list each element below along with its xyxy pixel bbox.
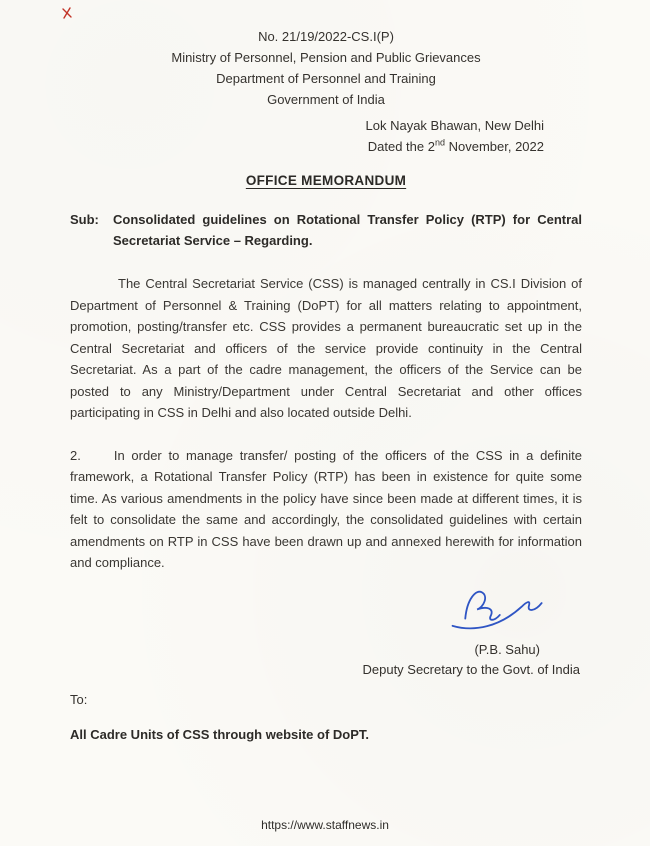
addressee-line: All Cadre Units of CSS through website of DoPT. [70, 726, 370, 742]
body-paragraph-1: The Central Secretariat Service (CSS) is managed centrally in CS.I Division of Department of Personnel & Training (DoPT) for all matters relating to appointment, promotion, posting/transfer etc. CSS provides a permanent bureaucratic set up in the Central Secretariat and officers of the service provide continuity in the Central Secretariat. As a part of the cadre management, the officers of the Service can be posted to any Ministry/Department under Central Secretariat and other offices participating in CSS in Delhi and also located outside Delhi. [70, 276, 582, 420]
subject-label: Sub: [70, 212, 99, 227]
signatory-designation: Deputy Secretary to the Govt. of India [362, 661, 580, 677]
to-label: To: [70, 691, 88, 707]
date-ordinal-superscript: nd [434, 137, 445, 148]
department-line: Department of Personnel and Training [216, 71, 436, 86]
government-line: Government of India [267, 92, 385, 107]
reference-number: No. 21/19/2022-CS.I(P) [258, 29, 394, 44]
document-title: OFFICE MEMORANDUM [245, 173, 407, 188]
paragraph-2-text: In order to manage transfer/ posting of the officers of the CSS in a definite framework, a Rotational Transfer Policy (RTP) has been in existence for quite some time. As various amendments in the policy have since been made at different times, it is felt to consolidate the same and accordingly, the consolidated guidelines with certain amendments on RTP in CSS have been drawn up and annexed herewith for information and compliance. [70, 447, 582, 570]
handwritten-signature [442, 584, 554, 634]
watermark-url: https://www.staffnews.in [261, 818, 389, 832]
place-date-block [70, 115, 582, 157]
subject-text: Consolidated guidelines on Rotational Transfer Policy (RTP) for Central Secretariat Service – Regarding. [113, 212, 582, 248]
paragraph-number: 2. [70, 447, 81, 463]
place-line: Lok Nayak Bhawan, New Delhi [365, 118, 544, 133]
date-prefix: Dated the 2 [367, 139, 435, 154]
date-suffix: November, 2022 [444, 139, 544, 154]
signature-block [70, 584, 582, 680]
memo-title-row [70, 173, 582, 188]
date-line [70, 136, 544, 157]
letterhead [70, 26, 582, 110]
ministry-line: Ministry of Personnel, Pension and Public Grievances [171, 50, 481, 65]
signatory-name: (P.B. Sahu) [474, 641, 540, 657]
body-paragraph-2 [70, 445, 582, 574]
subject-block [70, 209, 582, 251]
red-pen-mark-icon [60, 6, 74, 20]
